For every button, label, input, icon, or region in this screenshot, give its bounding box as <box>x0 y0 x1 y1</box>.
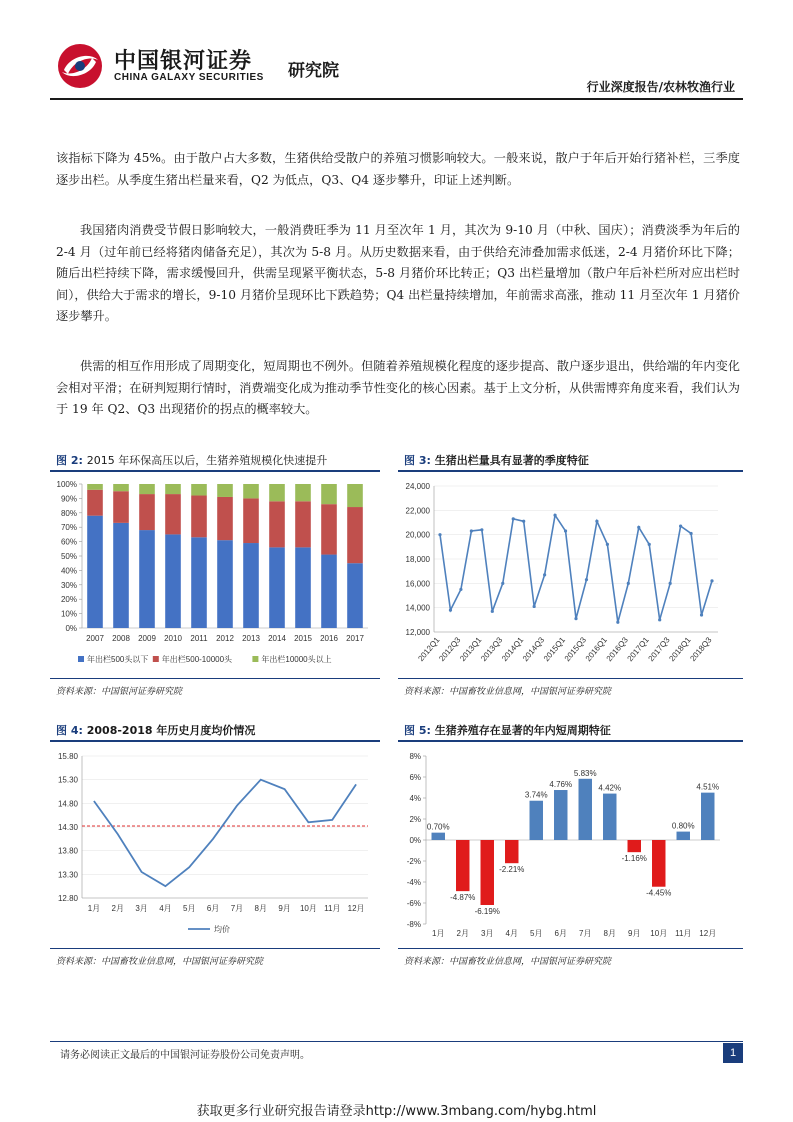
data-point <box>438 533 441 536</box>
data-point <box>710 579 713 582</box>
data-point <box>512 517 515 520</box>
y-tick-label: 22,000 <box>405 506 430 516</box>
logo-english-name: CHINA GALAXY SECURITIES <box>114 72 264 83</box>
y-tick-label: 0% <box>65 624 77 633</box>
bar-segment <box>295 484 311 501</box>
x-tick-label: 2016Q1 <box>583 635 609 664</box>
bar-segment <box>243 484 259 498</box>
data-label: -2.21% <box>499 865 525 875</box>
x-tick-label: 9月 <box>628 929 641 938</box>
x-tick-label: 2017Q1 <box>625 635 651 664</box>
data-point <box>585 578 588 581</box>
x-tick-label: 1月 <box>87 904 101 913</box>
y-tick-label: 6% <box>409 773 421 782</box>
data-point <box>449 609 452 612</box>
bar <box>432 833 445 840</box>
data-label: 4.76% <box>549 780 573 790</box>
y-tick-label: 13.80 <box>57 846 78 856</box>
bar-segment <box>347 484 363 507</box>
footer-disclaimer: 请务必阅读正文最后的中国银河证券股份公司免责声明。 <box>60 1050 310 1061</box>
page-header <box>50 38 743 100</box>
bar-segment <box>165 484 181 494</box>
x-tick-label: 6月 <box>554 929 567 938</box>
figure-4-caption: 2008-2018 年历史月度均价情况 <box>86 724 256 737</box>
figure-2-rule-top <box>50 470 380 472</box>
y-tick-label: 18,000 <box>405 555 430 564</box>
y-tick-label: 14,000 <box>405 603 430 613</box>
figure-5-caption: 生猪养殖存在显著的年内短周期特征 <box>434 724 611 737</box>
paragraph-2: 我国猪肉消费受节假日影响较大，一般消费旺季为 11 月至次年 1 月，其次为 9-10 月（中秋、国庆）；消费淡季为年后的 2-4 月（过年前已经将猪肉储备充足），其次为 5-8 月。从历史数据来看，由于供给充沛叠加需求低迷，2-4 月猪价环比下降；随后出栏持续下降，需求缓慢回升，供需呈现紧平衡状态，5-8 月猪价环比转正；Q3 出栏量增加（散户年后补栏所对应出栏时间），供给大于需求的增长，9-10 月猪价呈现环比下跌趋势；Q4 出栏量持续增加，年前需求高涨，推动 11 月至次年 1 月猪价逐步攀升。 <box>56 223 740 323</box>
x-tick-label: 2010 <box>164 634 182 643</box>
x-tick-label: 10月 <box>299 904 317 913</box>
y-tick-label: 14.30 <box>57 823 78 832</box>
bar-segment <box>269 484 285 501</box>
x-tick-label: 2015Q1 <box>541 635 568 664</box>
x-tick-label: 2012 <box>216 634 234 643</box>
data-point <box>553 514 556 517</box>
bar-segment <box>139 494 155 530</box>
data-point <box>616 621 619 624</box>
figure-3-rule-bottom <box>398 678 743 679</box>
data-point <box>637 526 640 529</box>
bar-segment <box>321 504 337 554</box>
x-tick-label: 2018Q3 <box>688 635 714 664</box>
data-point <box>658 618 661 621</box>
y-tick-label: -8% <box>406 920 421 929</box>
bar-segment <box>165 494 181 534</box>
y-tick-label: 30% <box>60 580 77 590</box>
bar-segment <box>321 484 337 504</box>
figure-2-source: 资料来源：中国银河证券研究院 <box>56 687 183 697</box>
data-point <box>501 582 504 585</box>
logo-chinese-name: 中国银河证券 <box>114 49 253 74</box>
bar-segment <box>165 534 181 628</box>
bar-segment <box>347 507 363 563</box>
x-tick-label: 2018Q1 <box>667 635 693 664</box>
y-tick-label: 12,000 <box>405 628 430 637</box>
bar-segment <box>321 555 337 628</box>
y-tick-label: -2% <box>406 857 421 866</box>
y-tick-label: 20,000 <box>405 530 430 540</box>
bar-segment <box>191 496 207 538</box>
bar <box>456 840 469 891</box>
bar-segment <box>217 484 233 497</box>
bar-segment <box>113 484 129 491</box>
x-tick-label: 2007 <box>86 634 104 643</box>
figure-3-rule-top <box>398 470 743 472</box>
bar <box>652 840 665 887</box>
y-tick-label: 10% <box>60 609 77 619</box>
legend-swatch <box>252 656 258 662</box>
x-tick-label: 2008 <box>112 634 130 643</box>
figure-5-number: 图 5: <box>404 724 431 737</box>
figure-5-title <box>404 722 724 742</box>
bar-segment <box>191 537 207 628</box>
x-tick-label: 3月 <box>135 904 148 913</box>
y-tick-label: 20% <box>60 595 77 605</box>
x-tick-label: 2016Q3 <box>604 635 630 664</box>
y-tick-label: 15.30 <box>57 775 78 785</box>
y-tick-label: 90% <box>60 494 77 504</box>
legend-swatch <box>153 656 159 662</box>
data-label: 5.83% <box>573 768 597 778</box>
page-number: 1 <box>723 1043 743 1063</box>
bar-segment <box>243 498 259 543</box>
data-point <box>679 525 682 528</box>
figure-4-source: 资料来源：中国畜牧业信息网，中国银河证券研究院 <box>56 957 264 967</box>
x-tick-label: 1月 <box>432 929 445 938</box>
x-tick-label: 5月 <box>183 904 196 913</box>
x-tick-label: 2016 <box>320 634 338 643</box>
x-tick-label: 4月 <box>159 904 172 913</box>
figure-5-source: 资料来源：中国畜牧业信息网，中国银河证券研究院 <box>404 957 612 967</box>
data-label: -1.16% <box>621 854 647 864</box>
galaxy-logo-icon <box>56 42 104 90</box>
figure-4-rule-bottom <box>50 948 380 949</box>
bar <box>603 794 616 840</box>
bar-segment <box>87 516 103 628</box>
footer-divider <box>50 1041 743 1042</box>
legend-label: 年出栏10000头以上 <box>261 655 332 664</box>
bar <box>677 832 690 840</box>
data-point <box>648 543 651 546</box>
x-tick-label: 2月 <box>456 929 469 938</box>
bar-segment <box>139 484 155 494</box>
bar-segment <box>139 530 155 628</box>
figure-3-source: 资料来源：中国畜牧业信息网，中国银河证券研究院 <box>404 687 612 697</box>
bar-segment <box>191 484 207 496</box>
x-tick-label: 2013 <box>242 634 260 643</box>
figure-2-rule-bottom <box>50 678 380 679</box>
data-point <box>606 543 609 546</box>
figure-3-title <box>404 452 724 472</box>
data-point <box>459 588 462 591</box>
legend-swatch <box>78 656 84 662</box>
x-tick-label: 2017 <box>346 634 364 643</box>
bar <box>481 840 494 905</box>
y-tick-label: 80% <box>60 508 77 518</box>
bar-segment <box>295 547 311 628</box>
series-line <box>440 515 712 622</box>
figure-5-rule-bottom <box>398 948 743 949</box>
data-label: 3.74% <box>524 790 548 800</box>
bar-segment <box>295 501 311 547</box>
bar-segment <box>347 563 363 628</box>
bar-segment <box>87 484 103 490</box>
x-tick-label: 9月 <box>278 904 291 913</box>
figure-3-caption: 生猪出栏量具有显著的季度特征 <box>434 454 589 467</box>
data-point <box>522 520 525 523</box>
data-point <box>491 610 494 613</box>
bar <box>554 790 567 840</box>
x-tick-label: 12月 <box>699 929 717 938</box>
y-tick-label: 50% <box>60 552 77 561</box>
x-tick-label: 12月 <box>347 904 365 913</box>
paragraph-1: 该指标下降为 45%。由于散户占大多数，生猪供给受散户的养殖习惯影响较大。一般来说，散户于年后开始行猪补栏，三季度逐步出栏。从季度生猪出栏量来看，Q2 为低点，Q3、Q4 逐步攀升，印证上述判断。 <box>56 151 740 187</box>
data-point <box>480 528 483 531</box>
x-tick-label: 7月 <box>230 904 244 913</box>
x-tick-label: 8月 <box>603 929 616 938</box>
bar-segment <box>113 523 129 628</box>
y-tick-label: 15.80 <box>57 752 78 761</box>
x-tick-label: 6月 <box>206 904 220 913</box>
figure-2-number: 图 2: <box>56 454 83 467</box>
bar <box>530 801 543 840</box>
bar-segment <box>87 490 103 516</box>
x-tick-label: 2014Q3 <box>520 635 547 664</box>
bar-segment <box>269 501 285 547</box>
data-point <box>564 529 567 532</box>
series-line <box>94 780 356 887</box>
x-tick-label: 2012Q1 <box>416 635 442 664</box>
figure-3-chart <box>398 474 743 674</box>
x-tick-label: 4月 <box>505 929 518 938</box>
x-tick-label: 11月 <box>324 904 341 913</box>
data-label: 4.42% <box>598 783 622 793</box>
x-tick-label: 11月 <box>675 929 692 938</box>
y-tick-label: 70% <box>60 523 77 533</box>
bar <box>505 840 518 863</box>
data-point <box>470 529 473 532</box>
y-tick-label: -4% <box>406 878 421 887</box>
bar-segment <box>217 497 233 540</box>
data-label: 0.70% <box>426 822 450 832</box>
figure-4-title <box>56 722 376 742</box>
header-divider <box>50 98 743 100</box>
x-tick-label: 2014Q1 <box>500 635 526 664</box>
x-tick-label: 2009 <box>138 634 156 643</box>
figure-4-number: 图 4: <box>56 724 83 737</box>
data-label: 0.80% <box>671 821 695 831</box>
x-tick-label: 7月 <box>579 929 592 938</box>
y-tick-label: 100% <box>56 480 77 489</box>
bar-segment <box>269 547 285 628</box>
y-tick-label: 14.80 <box>57 799 78 809</box>
y-tick-label: -6% <box>406 899 421 908</box>
bar <box>701 793 714 840</box>
figure-4-chart <box>50 744 380 944</box>
figure-2-chart <box>50 474 380 674</box>
x-tick-label: 2015Q3 <box>562 635 588 664</box>
legend-label: 年出栏500头以下 <box>87 655 149 664</box>
report-type: 行业深度报告/农林牧渔行业 <box>586 80 735 94</box>
data-point <box>533 605 536 608</box>
x-tick-label: 2013Q3 <box>479 635 505 664</box>
figure-5-chart <box>398 744 743 944</box>
y-tick-label: 8% <box>409 752 421 761</box>
data-label: -4.45% <box>646 888 672 898</box>
data-label: -6.19% <box>474 906 500 916</box>
y-tick-label: 60% <box>60 537 77 547</box>
paragraph-3: 供需的相互作用形成了周期变化，短周期也不例外。但随着养殖规模化程度的逐步提高、散户逐步退出，供给端的年内变化会相对平滑；在研判短期行情时，消费端变化成为推动季节性变化的核心因素。基于上文分析，从供需博弈角度来看，我们认为于 19 年 Q2、Q3 出现猪价的拐点的概率较大。 <box>56 359 740 416</box>
figure-3-number: 图 3: <box>404 454 431 467</box>
figure-4-rule-top <box>50 740 380 742</box>
x-tick-label: 2011 <box>190 634 208 643</box>
x-tick-label: 5月 <box>530 929 543 938</box>
y-tick-label: 12.80 <box>57 894 78 903</box>
y-tick-label: 2% <box>409 815 421 824</box>
data-point <box>595 520 598 523</box>
logo-institute: 研究院 <box>288 61 339 81</box>
y-tick-label: 40% <box>60 566 77 576</box>
figure-2-title <box>56 452 376 472</box>
data-point <box>700 613 703 616</box>
legend-label: 均价 <box>214 925 230 934</box>
x-tick-label: 3月 <box>481 929 494 938</box>
figure-5-rule-top <box>398 740 743 742</box>
bar-segment <box>217 540 233 628</box>
data-point <box>543 573 546 576</box>
y-tick-label: 4% <box>409 794 421 803</box>
y-tick-label: 24,000 <box>405 482 430 491</box>
data-point <box>574 617 577 620</box>
y-tick-label: 0% <box>409 836 421 845</box>
data-label: -4.87% <box>450 893 476 903</box>
x-tick-label: 2015 <box>294 634 312 643</box>
x-tick-label: 8月 <box>254 904 267 913</box>
bar-segment <box>113 491 129 523</box>
x-tick-label: 2012Q3 <box>437 635 463 664</box>
bar <box>628 840 641 852</box>
x-tick-label: 2014 <box>268 634 286 643</box>
data-point <box>689 532 692 535</box>
data-label: 4.51% <box>696 782 720 792</box>
y-tick-label: 16,000 <box>405 579 430 589</box>
figure-2-caption: 2015 年环保高压以后，生猪养殖规模化快速提升 <box>86 454 328 467</box>
x-tick-label: 2013Q1 <box>458 635 484 664</box>
x-tick-label: 2月 <box>111 904 124 913</box>
promo-link-text[interactable]: 获取更多行业研究报告请登录http://www.3mbang.com/hybg.html <box>196 1104 597 1119</box>
bar-segment <box>243 543 259 628</box>
x-tick-label: 10月 <box>650 929 668 938</box>
data-point <box>669 582 672 585</box>
y-tick-label: 13.30 <box>57 870 78 880</box>
legend-label: 年出栏500-10000头 <box>161 655 233 664</box>
x-tick-label: 2017Q3 <box>646 635 672 664</box>
data-point <box>627 582 630 585</box>
bar <box>579 779 592 840</box>
